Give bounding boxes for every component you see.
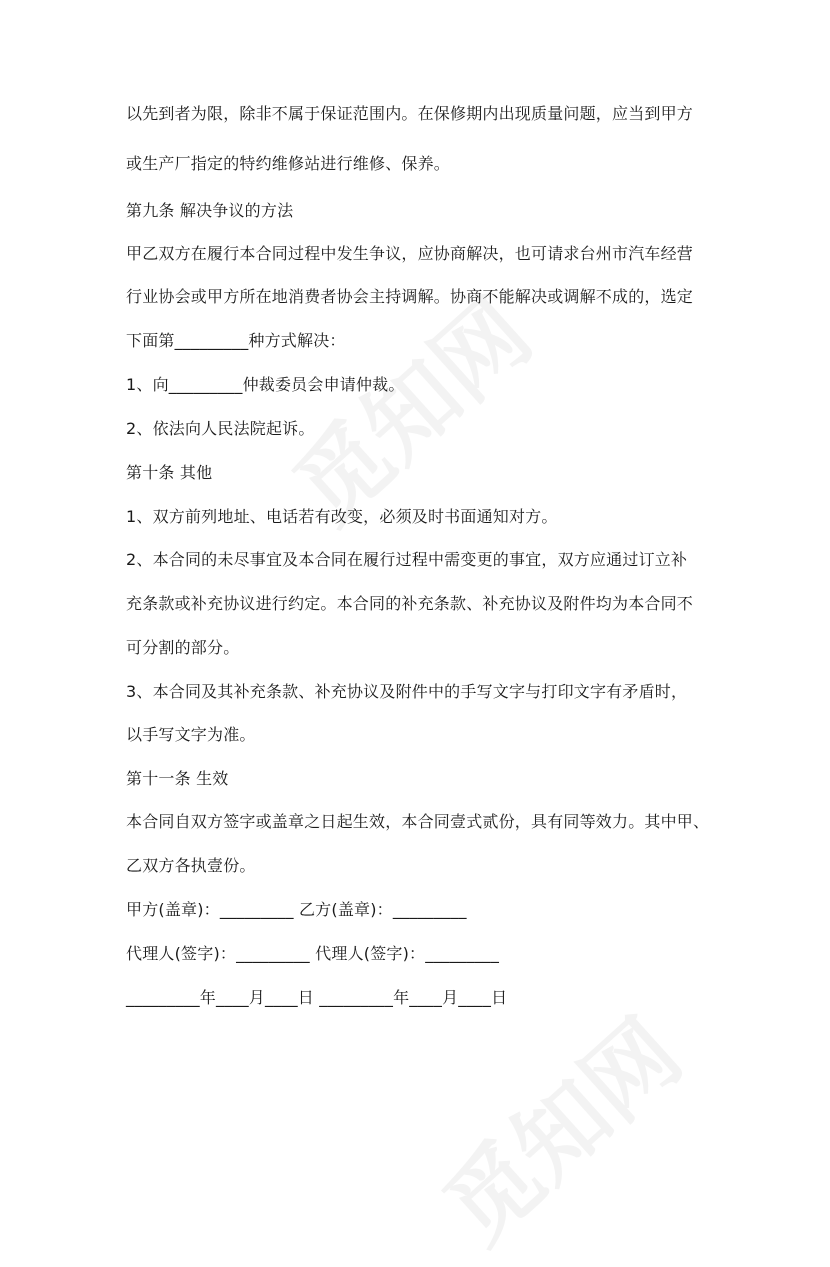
list-item: 1、双方前列地址、电话若有改变，必须及时书面通知对方。 [126,507,558,526]
paragraph-line: 乙双方各执壹份。 [126,856,256,875]
paragraph-line: 以先到者为限，除非不属于保证范围内。在保修期内出现质量问题，应当到甲方 [126,104,694,123]
section-heading: 第十条 其他 [126,463,213,482]
paragraph-line: 充条款或补充协议进行约定。本合同的补充条款、补充协议及附件均为本合同不 [126,594,694,613]
date-line: _________年____月____日 _________年____月____日 [126,988,508,1007]
paragraph-line: 或生产厂指定的特约维修站进行维修、保养。 [126,154,451,173]
list-item: 3、本合同及其补充条款、补充协议及附件中的手写文字与打印文字有矛盾时， [126,682,688,701]
list-item: 1、向_________仲裁委员会申请仲裁。 [126,375,405,394]
paragraph-line: 行业协会或甲方所在地消费者协会主持调解。协商不能解决或调解不成的，选定 [126,287,694,306]
list-item: 2、依法向人民法院起诉。 [126,419,315,438]
list-item: 2、本合同的未尽事宜及本合同在履行过程中需变更的事宜，双方应通过订立补 [126,550,688,569]
signature-line: 甲方(盖章)：_________ 乙方(盖章)：_________ [126,900,467,919]
paragraph-line: 本合同自双方签字或盖章之日起生效，本合同壹式贰份，具有同等效力。其中甲、 [126,812,710,831]
paragraph-line: 甲乙双方在履行本合同过程中发生争议，应协商解决，也可请求台州市汽车经营 [126,244,694,263]
watermark [411,985,704,1267]
paragraph-line: 以手写文字为准。 [126,725,256,744]
signature-line: 代理人(签字)：_________ 代理人(签字)：_________ [126,944,500,963]
paragraph-line: 可分割的部分。 [126,638,240,657]
section-heading: 第十一条 生效 [126,769,229,788]
section-heading: 第九条 解决争议的方法 [126,201,294,220]
paragraph-line: 下面第_________种方式解决： [126,331,346,350]
